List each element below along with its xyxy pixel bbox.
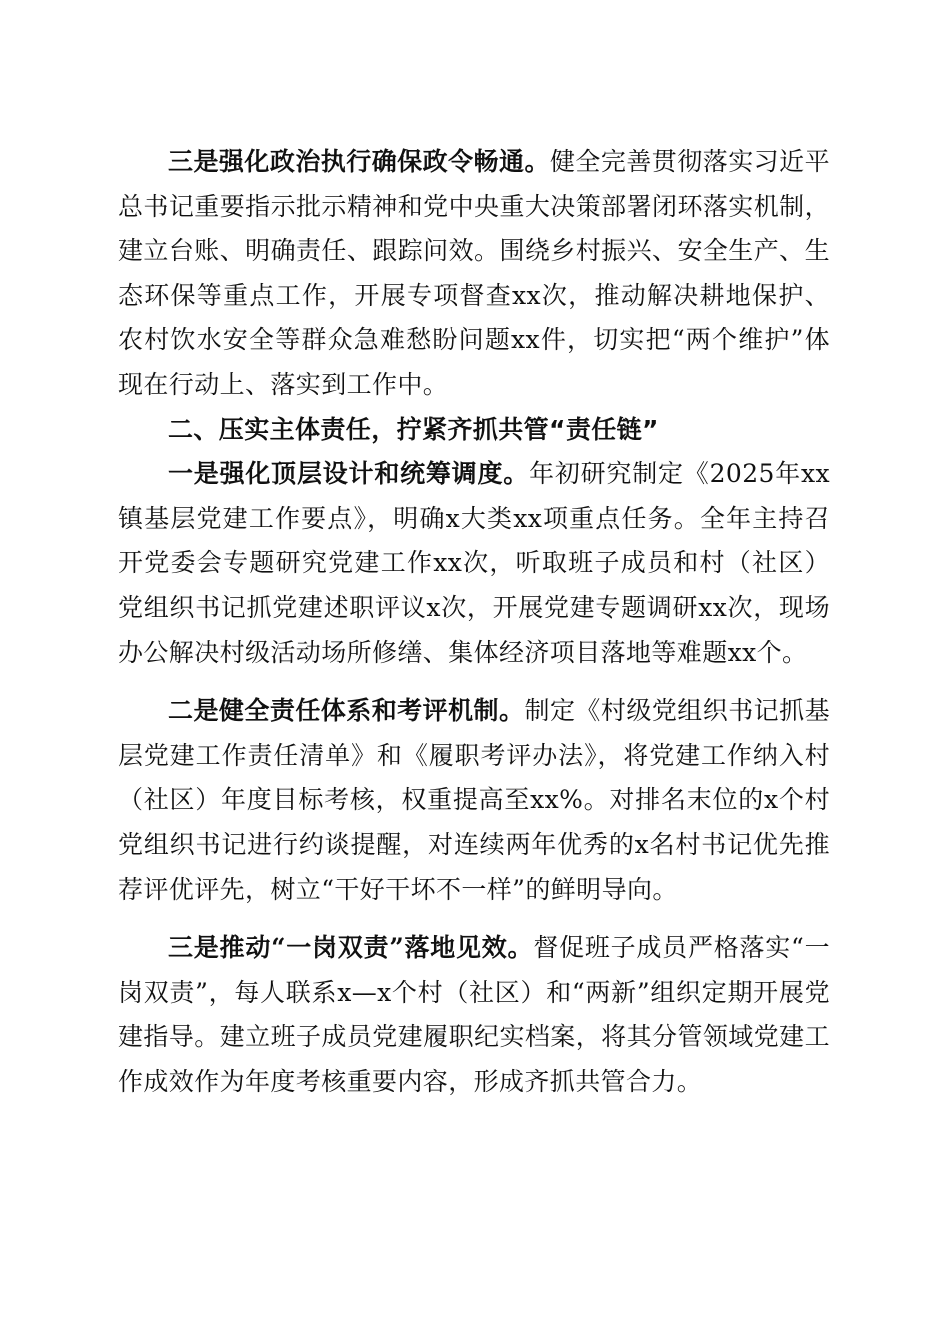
paragraph-lead: 一是强化顶层设计和统筹调度。	[168, 459, 530, 489]
section-heading: 二、压实主体责任，拧紧齐抓共管“责任链”	[168, 414, 659, 444]
paragraph-text: 制定《村级党组织书记抓基层党建工作责任清单》和《履职考评办法》，将党建工作纳入村（社区）年度目标考核，权重提高至xx%。对排名末位的x个村党组织书记进行约谈提醒，对连续两年优秀的x名村书记优先推荐评优评先，树立“干好干坏不一样”的鲜明导向。	[118, 696, 830, 904]
paragraph-dual-responsibility	[118, 926, 830, 1104]
paragraph-lead: 二是健全责任体系和考评机制。	[168, 696, 525, 726]
paragraph-text: 健全完善贯彻落实习近平总书记重要指示批示精神和党中央重大决策部署闭环落实机制，建立台账、明确责任、跟踪问效。围绕乡村振兴、安全生产、生态环保等重点工作，开展专项督查xx次，推动解决耕地保护、农村饮水安全等群众急难愁盼问题xx件，切实把“两个维护”体现在行动上、落实到工作中。	[118, 147, 830, 399]
paragraph-text: 年初研究制定《2025年xx镇基层党建工作要点》，明确x大类xx项重点任务。全年主持召开党委会专题研究党建工作xx次，听取班子成员和村（社区）党组织书记抓党建述职评议x次，开展党建专题调研xx次，现场办公解决村级活动场所修缮、集体经济项目落地等难题xx个。	[118, 459, 830, 667]
paragraph-text: 督促班子成员严格落实“一岗双责”，每人联系x—x个村（社区）和“两新”组织定期开展党建指导。建立班子成员党建履职纪实档案，将其分管领域党建工作成效作为年度考核重要内容，形成齐抓共管合力。	[118, 933, 830, 1096]
paragraph-lead: 三是强化政治执行确保政令畅通。	[168, 147, 550, 176]
paragraph-political-execution	[118, 140, 830, 408]
paragraph-responsibility-system	[118, 689, 830, 912]
paragraph-lead: 三是推动“一岗双责”落地见效。	[168, 933, 534, 963]
paragraph-top-level-design	[118, 452, 830, 675]
document-body	[118, 140, 830, 1104]
